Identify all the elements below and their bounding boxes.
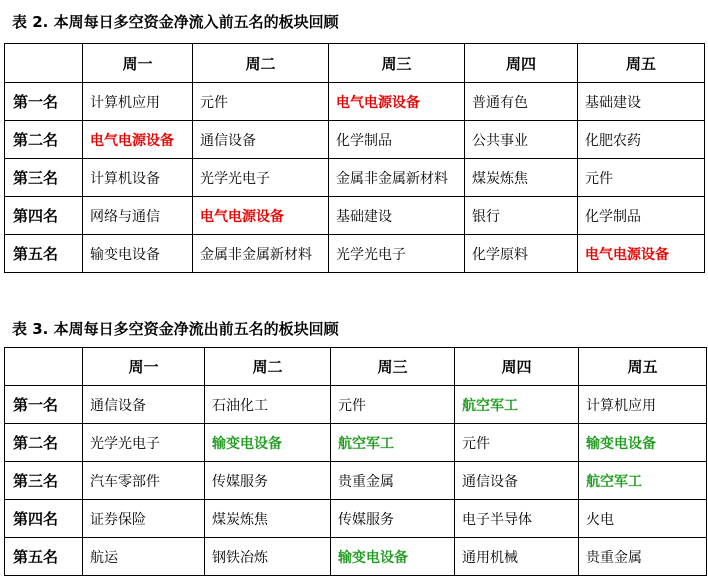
sector-cell: 电气电源设备: [193, 197, 329, 235]
rank-label: 第三名: [5, 159, 83, 197]
sector-cell: 元件: [193, 83, 329, 121]
sector-cell: 电气电源设备: [329, 83, 465, 121]
day-header: 周四: [455, 348, 579, 386]
rank-label: 第五名: [5, 235, 83, 273]
rank-label: 第二名: [5, 424, 83, 462]
rank-label: 第一名: [5, 386, 83, 424]
sector-cell: 普通有色: [465, 83, 578, 121]
sector-cell: 银行: [465, 197, 578, 235]
sector-cell: 煤炭炼焦: [205, 500, 331, 538]
sector-cell: 光学光电子: [329, 235, 465, 273]
sector-cell: 贵重金属: [579, 538, 707, 576]
sector-cell: 通信设备: [455, 462, 579, 500]
sector-cell: 输变电设备: [579, 424, 707, 462]
header-row: [5, 348, 707, 386]
sector-cell: 金属非金属新材料: [329, 159, 465, 197]
sector-cell: 汽车零部件: [83, 462, 205, 500]
corner-cell: [5, 348, 83, 386]
sector-cell: 电气电源设备: [83, 121, 193, 159]
table-row: [5, 197, 705, 235]
table3-caption: 表 3. 本周每日多空资金净流出前五名的板块回顾: [12, 320, 339, 338]
day-header: 周四: [465, 44, 578, 83]
table-row: [5, 386, 707, 424]
sector-cell: 光学光电子: [193, 159, 329, 197]
sector-cell: 基础建设: [329, 197, 465, 235]
sector-cell: 航空军工: [455, 386, 579, 424]
rank-label: 第三名: [5, 462, 83, 500]
sector-cell: 输变电设备: [331, 538, 455, 576]
sector-cell: 元件: [331, 386, 455, 424]
sector-cell: 计算机设备: [83, 159, 193, 197]
table-row: [5, 500, 707, 538]
sector-cell: 电子半导体: [455, 500, 579, 538]
sector-cell: 航空军工: [331, 424, 455, 462]
sector-cell: 航运: [83, 538, 205, 576]
table-row: [5, 462, 707, 500]
sector-cell: 传媒服务: [205, 462, 331, 500]
sector-cell: 化肥农药: [578, 121, 705, 159]
day-header: 周二: [193, 44, 329, 83]
day-header: 周五: [578, 44, 705, 83]
sector-cell: 化学原料: [465, 235, 578, 273]
sector-cell: 通信设备: [193, 121, 329, 159]
table-row: [5, 159, 705, 197]
sector-cell: 化学制品: [329, 121, 465, 159]
table2-caption: 表 2. 本周每日多空资金净流入前五名的板块回顾: [12, 13, 339, 31]
sector-cell: 电气电源设备: [578, 235, 705, 273]
sector-cell: 钢铁冶炼: [205, 538, 331, 576]
header-row: [5, 44, 705, 83]
day-header: 周一: [83, 348, 205, 386]
rank-label: 第一名: [5, 83, 83, 121]
table3-outflow: [4, 347, 707, 576]
table-row: [5, 83, 705, 121]
table2-inflow: [4, 43, 705, 273]
sector-cell: 输变电设备: [205, 424, 331, 462]
sector-cell: 金属非金属新材料: [193, 235, 329, 273]
sector-cell: 石油化工: [205, 386, 331, 424]
sector-cell: 证券保险: [83, 500, 205, 538]
sector-cell: 元件: [578, 159, 705, 197]
sector-cell: 通用机械: [455, 538, 579, 576]
day-header: 周二: [205, 348, 331, 386]
sector-cell: 化学制品: [578, 197, 705, 235]
sector-cell: 煤炭炼焦: [465, 159, 578, 197]
sector-cell: 火电: [579, 500, 707, 538]
table-row: [5, 121, 705, 159]
sector-cell: 贵重金属: [331, 462, 455, 500]
corner-cell: [5, 44, 83, 83]
day-header: 周五: [579, 348, 707, 386]
sector-cell: 输变电设备: [83, 235, 193, 273]
rank-label: 第四名: [5, 500, 83, 538]
rank-label: 第二名: [5, 121, 83, 159]
sector-cell: 元件: [455, 424, 579, 462]
sector-cell: 航空军工: [579, 462, 707, 500]
rank-label: 第五名: [5, 538, 83, 576]
day-header: 周三: [329, 44, 465, 83]
table-row: [5, 235, 705, 273]
sector-cell: 光学光电子: [83, 424, 205, 462]
sector-cell: 计算机应用: [579, 386, 707, 424]
sector-cell: 传媒服务: [331, 500, 455, 538]
rank-label: 第四名: [5, 197, 83, 235]
day-header: 周一: [83, 44, 193, 83]
sector-cell: 基础建设: [578, 83, 705, 121]
table-row: [5, 424, 707, 462]
day-header: 周三: [331, 348, 455, 386]
sector-cell: 通信设备: [83, 386, 205, 424]
table-row: [5, 538, 707, 576]
sector-cell: 网络与通信: [83, 197, 193, 235]
sector-cell: 公共事业: [465, 121, 578, 159]
sector-cell: 计算机应用: [83, 83, 193, 121]
